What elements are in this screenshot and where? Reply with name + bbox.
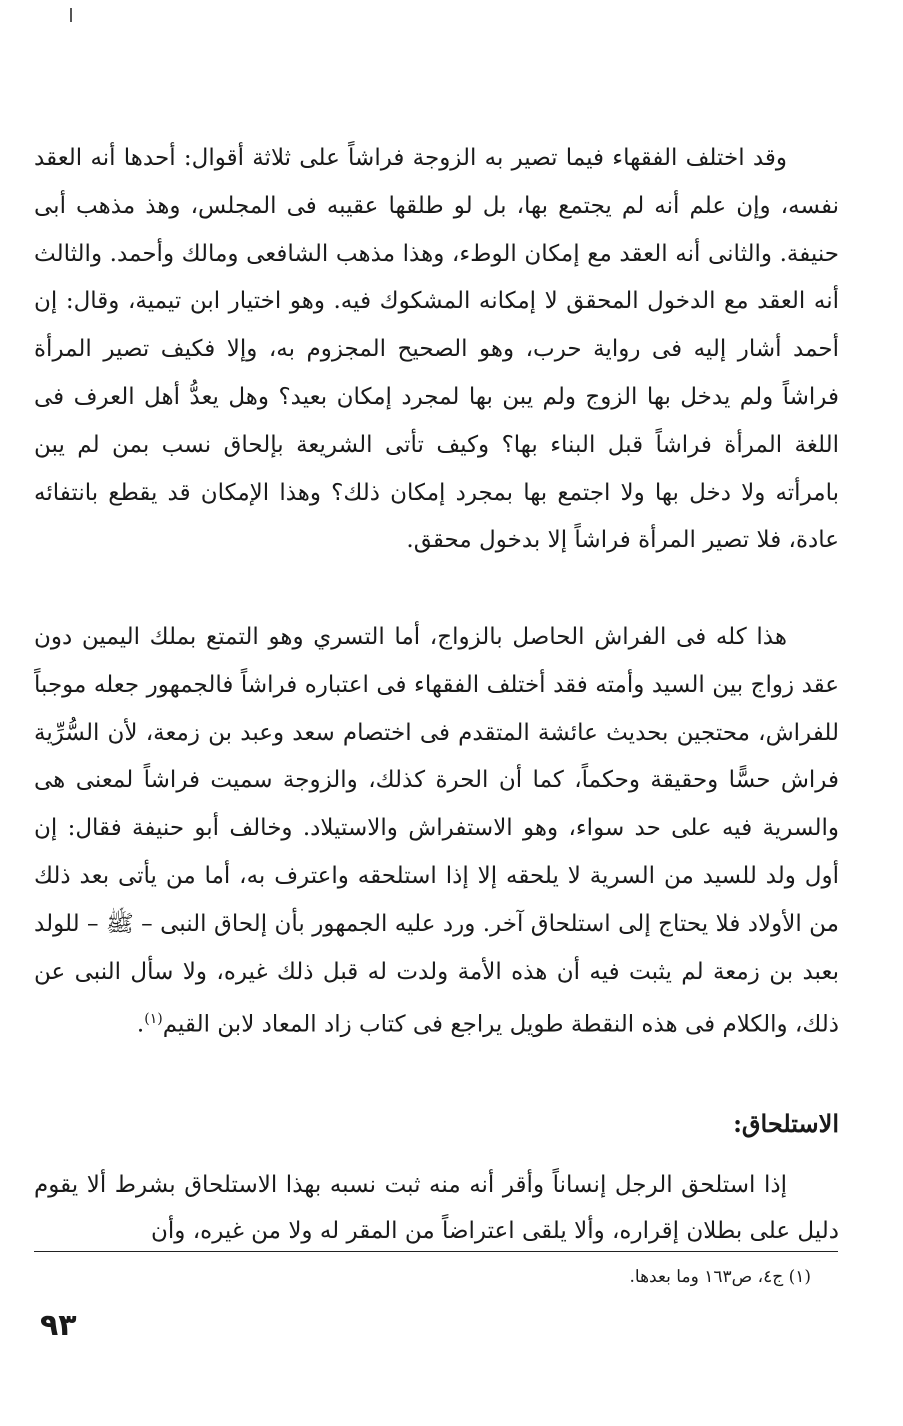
footnote-reference: (١) (144, 1011, 163, 1028)
top-margin-mark (70, 8, 72, 22)
paragraph-1-text: وقد اختلف الفقهاء فيما تصير به الزوجة فراشاً على ثلاثة أقوال: أحدها أنه العقد نفسه، وإن علم أنه لم يجتمع بها، بل لو طلقها عقيبه فى المجلس، وهذ مذهب أبى حنيفة. والثانى أنه العقد مع إمكان الوطء، وهذا مذهب الشافعى ومالك وأحمد. والثالث أنه العقد مع الدخول المحقق لا إمكانه المشكوك فيه. وهو اختيار ابن تيمية، وقال: إن أحمد أشار إليه فى رواية حرب، وهو الصحيح المجزوم به، وإلا فكيف تصير المرأة فراشاً ولم يدخل بها الزوج ولم يبن بها لمجرد إمكان بعيد؟ وهل يعدُّ أهل العرف فى اللغة المرأة فراشاً قبل البناء بها؟ وكيف تأتى الشريعة بإلحاق نسب بمن لم يبن بامرأته ولا دخل بها ولا اجتمع بها بمجرد إمكان ذلك؟ وهذا الإمكان قد يقطع بانتفائه عادة، فلا تصير المرأة فراشاً إلا بدخول محقق. (34, 145, 839, 554)
paragraph-2-body (34, 614, 839, 1050)
paragraph-2-end: . (136, 1012, 145, 1039)
paragraph-3 (34, 1162, 839, 1254)
section-heading: الاستلحاق: (733, 1109, 839, 1138)
paragraph-2 (34, 614, 839, 1050)
page-number: ٩٣ (40, 1308, 77, 1343)
paragraph-3-text: إذا استلحق الرجل إنساناً وأقر أنه منه ثبت نسبه بهذا الاستلحاق بشرط ألا يقوم دليل على بطلان إقراره، وألا يلقى اعتراضاً من المقر له ولا من غيره، وأن (34, 1172, 839, 1244)
paragraph-2-text: هذا كله فى الفراش الحاصل بالزواج، أما التسري وهو التمتع بملك اليمين دون عقد زواج بين السيد وأمته فقد أختلف الفقهاء فى اعتباره فراشاً فالجمهور جعله موجباً للفراش، محتجين بحديث عائشة المتقدم فى اختصام سعد وعبد بن زمعة، لأن السُّرِّية فراش حسًّا وحقيقة وحكماً، كما أن الحرة كذلك، والزوجة سميت فراشاً لمعنى هى والسرية فيه على حد سواء، وهو الاستفراش والاستيلاد. وخالف أبو حنيفة فقال: إن أول ولد للسيد من السرية لا يلحقه إلا إذا استلحقه واعترف به، أما من يأتى بعد ذلك من الأولاد فلا يحتاج إلى استلحاق آخر. ورد عليه الجمهور بأن إلحاق النبى – ﷺ – للولد بعبد بن زمعة لم يثبت فيه أن هذه الأمة ولدت له قبل ذلك غيره، ولا سأل النبى عن ذلك، والكلام فى هذه النقطة طويل يراجع فى كتاب زاد المعاد لابن القيم (34, 624, 839, 1039)
footnote-divider (34, 1251, 838, 1252)
footnote: (١) ج٤، ص١٦٣ وما بعدها. (629, 1267, 811, 1287)
paragraph-1 (34, 135, 839, 565)
